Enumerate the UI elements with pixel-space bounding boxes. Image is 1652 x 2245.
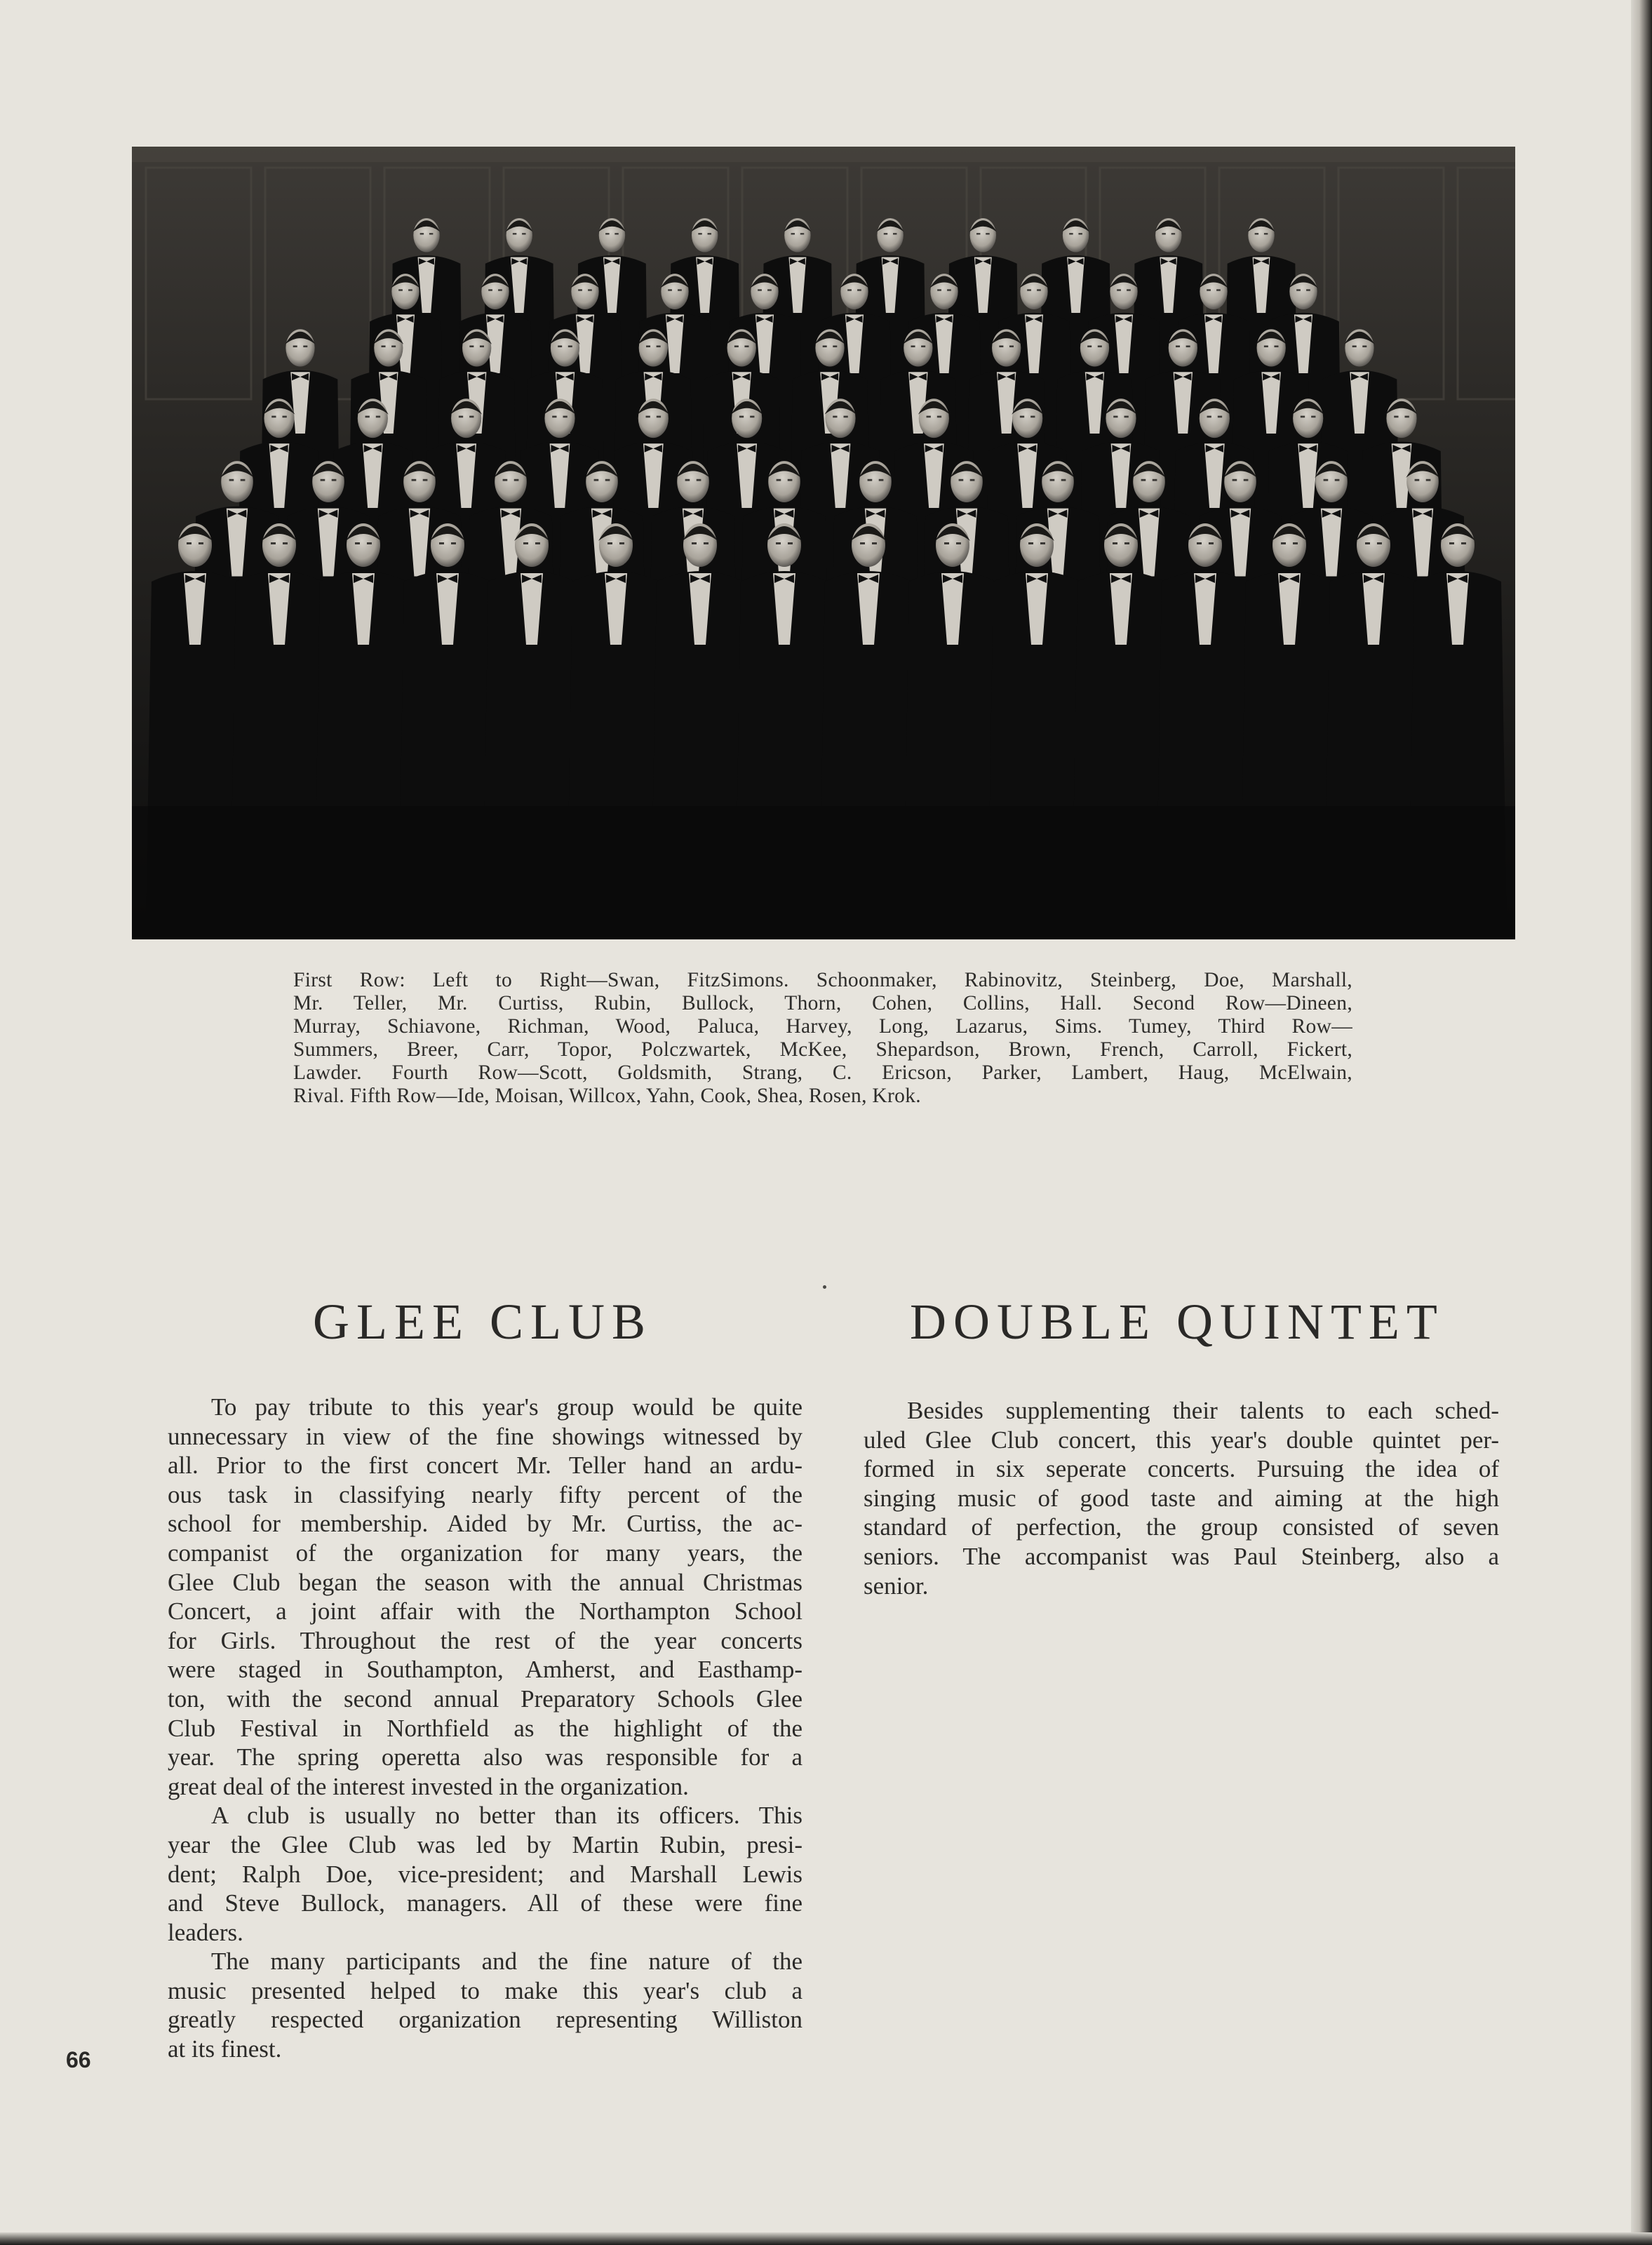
- text-line: ous task in classifying nearly fifty percent of the: [168, 1480, 803, 1508]
- text-line: and Steve Bullock, managers. All of these were fine: [168, 1889, 803, 1917]
- text-line: uled Glee Club concert, this year's double quintet per-: [864, 1426, 1499, 1454]
- text-line: seniors. The accompanist was Paul Steinberg, also a: [864, 1542, 1499, 1570]
- text-line: year the Glee Club was led by Martin Rubin, presi-: [168, 1830, 803, 1858]
- text-line: for Girls. Throughout the rest of the year concerts: [168, 1626, 803, 1654]
- text-line: Glee Club began the season with the annual Christmas: [168, 1568, 803, 1596]
- double-quintet-heading: DOUBLE QUINTET: [910, 1294, 1444, 1351]
- caption-line: First Row: Left to Right—Swan, FitzSimons. Schoonmaker, Rabinovitz, Steinberg, Doe, Marshall,: [293, 969, 1352, 991]
- text-line: were staged in Southampton, Amherst, and Easthamp-: [168, 1656, 803, 1684]
- glee-club-group-photo: [132, 147, 1515, 939]
- text-line: great deal of the interest invested in the organization.: [168, 1772, 689, 1800]
- group-photo-illustration: [132, 147, 1515, 939]
- glee-club-text: [168, 1393, 803, 2064]
- text-line: standard of perfection, the group consisted of seven: [864, 1513, 1499, 1541]
- page-edge: [1631, 0, 1652, 2245]
- text-line: unnecessary in view of the fine showings witnessed by: [168, 1422, 803, 1450]
- text-line: leaders.: [168, 1918, 243, 1946]
- text-line: To pay tribute to this year's group would be quite: [211, 1393, 803, 1421]
- text-line: ton, with the second annual Preparatory Schools Glee: [168, 1684, 803, 1713]
- text-line: singing music of good taste and aiming at the high: [864, 1484, 1499, 1512]
- center-dot: [823, 1285, 826, 1289]
- text-line: music presented helped to make this year's club a: [168, 1976, 803, 2004]
- page-bottom-edge: [0, 2232, 1652, 2245]
- text-line: The many participants and the fine nature of the: [211, 1948, 803, 1976]
- text-line: at its finest.: [168, 2035, 282, 2063]
- caption-line: Summers, Breer, Carr, Topor, Polczwartek, McKee, Shepardson, Brown, French, Carroll, Fickert,: [293, 1038, 1352, 1061]
- text-line: companist of the organization for many years, the: [168, 1539, 803, 1567]
- text-line: formed in six seperate concerts. Pursuing the idea of: [864, 1455, 1499, 1483]
- text-line: Club Festival in Northfield as the highlight of the: [168, 1714, 803, 1742]
- glee-club-heading: GLEE CLUB: [313, 1294, 652, 1351]
- text-line: senior.: [864, 1572, 929, 1600]
- caption-line: Mr. Teller, Mr. Curtiss, Rubin, Bullock, Thorn, Cohen, Collins, Hall. Second Row—Dineen,: [293, 992, 1352, 1014]
- text-line: Concert, a joint affair with the Northampton School: [168, 1597, 803, 1626]
- text-line: all. Prior to the first concert Mr. Teller hand an ardu-: [168, 1452, 803, 1480]
- caption-line: Lawder. Fourth Row—Scott, Goldsmith, Strang, C. Ericson, Parker, Lambert, Haug, McElwain,: [293, 1061, 1352, 1084]
- text-line: Besides supplementing their talents to each sched-: [907, 1397, 1499, 1424]
- caption-line: Murray, Schiavone, Richman, Wood, Paluca, Harvey, Long, Lazarus, Sims. Tumey, Third Row—: [293, 1015, 1352, 1038]
- caption-line: Rival. Fifth Row—Ide, Moisan, Willcox, Yahn, Cook, Shea, Rosen, Krok.: [293, 1085, 921, 1107]
- text-line: greatly respected organization representing Williston: [168, 2006, 803, 2034]
- text-line: year. The spring operetta also was responsible for a: [168, 1743, 803, 1771]
- text-line: dent; Ralph Doe, vice-president; and Marshall Lewis: [168, 1860, 803, 1888]
- double-quintet-text: [864, 1396, 1499, 1600]
- page-number: 66: [66, 2047, 91, 2072]
- text-line: school for membership. Aided by Mr. Curtiss, the ac-: [168, 1510, 803, 1538]
- photo-caption: [293, 969, 1352, 1108]
- text-line: A club is usually no better than its officers. This: [211, 1802, 803, 1830]
